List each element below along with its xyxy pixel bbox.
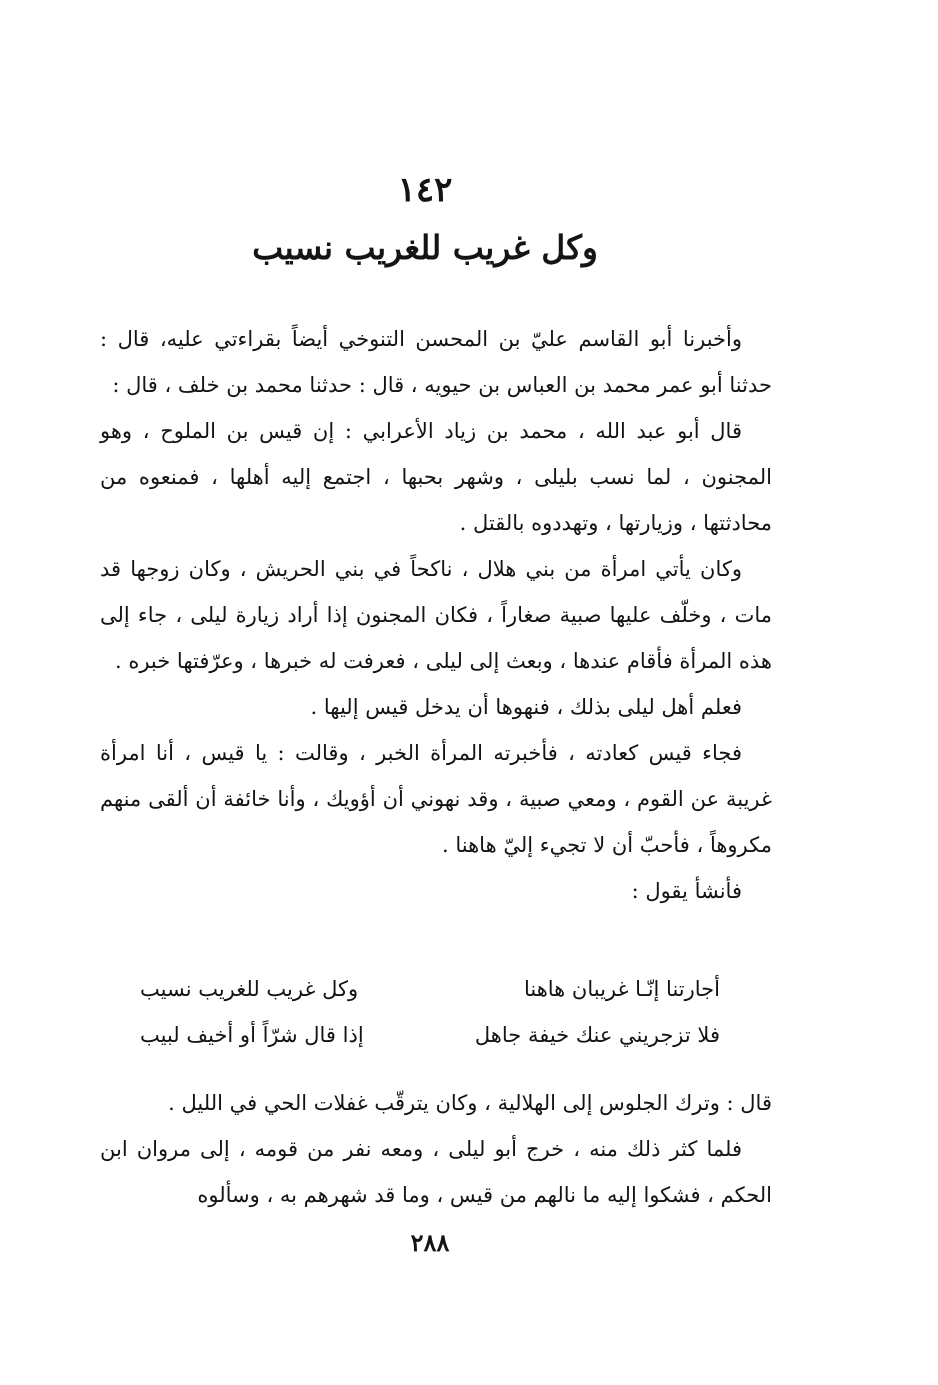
paragraph-poem-intro: فأنشأ يقول : (631, 879, 742, 903)
paragraph-narration: قال أبو عبد الله ، محمد بن زياد الأعرابي : إن قيس بن الملوح ، وهو المجنون ، لما نسب بليلى ، وشهر بحبها ، اجتمع إليه أهلها ، فمنعوه من محادثتها ، وزيارتها ، وتهددوه بالقتل . (100, 419, 772, 535)
body-text-after-poem (100, 1080, 772, 1218)
chapter-number: ١٤٢ (397, 170, 453, 210)
poem (140, 966, 720, 1058)
verse-second-hemistich: إذا قال شرّاً أو أخيف لبيب (140, 1023, 364, 1047)
paragraph-after-poem: قال : وترك الجلوس إلى الهلالية ، وكان يترقّب غفلات الحي في الليل . (168, 1091, 772, 1115)
paragraph-woman-speech: فجاء قيس كعادته ، فأخبرته المرأة الخبر ، وقالت : يا قيس ، أنا امرأة غريبة عن القوم ، ومعي صبية ، وقد نهوني أن أؤويك ، وأنا خائفة أن ألقى منهم مكروهاً ، فأحبّ أن لا تجيء إليّ هاهنا . (100, 741, 772, 857)
poem-verse (140, 1012, 720, 1058)
verse-second-hemistich: وكل غريب للغريب نسيب (140, 977, 359, 1001)
verse-first-hemistich: أجارتنا إنّـا غريبان هاهنا (523, 977, 720, 1001)
page-number: ٢٨٨ (410, 1228, 450, 1257)
paragraph-marwan: فلما كثر ذلك منه ، خرج أبو ليلى ، ومعه نفر من قومه ، إلى مروان ابن الحكم ، فشكوا إليه ما نالهم من قيس ، وما قد شهرهم به ، وسألوه (100, 1137, 772, 1207)
chapter-title: وكل غريب للغريب نسيب (252, 228, 598, 267)
poem-verse (140, 966, 720, 1012)
paragraph-hilali-woman: وكان يأتي امرأة من بني هلال ، ناكحاً في بني الحريش ، وكان زوجها قد مات ، وخلّف عليها صبية صغاراً ، فكان المجنون إذا أراد زيارة ليلى ، جاء إلى هذه المرأة فأقام عندها ، وبعث إلى ليلى ، فعرفت له خبرها ، وعرّفتها خبره . (100, 557, 772, 673)
body-text (100, 316, 772, 914)
paragraph-layla-family: فعلم أهل ليلى بذلك ، فنهوها أن يدخل قيس إليها . (310, 695, 742, 719)
verse-first-hemistich: فلا تزجريني عنك خيفة جاهل (474, 1023, 720, 1047)
paragraph-isnad: وأخبرنا أبو القاسم عليّ بن المحسن التنوخي أيضاً بقراءتي عليه، قال : حدثنا أبو عمر محمد بن العباس بن حيويه ، قال : حدثنا محمد بن خلف ، قال : (100, 327, 772, 397)
